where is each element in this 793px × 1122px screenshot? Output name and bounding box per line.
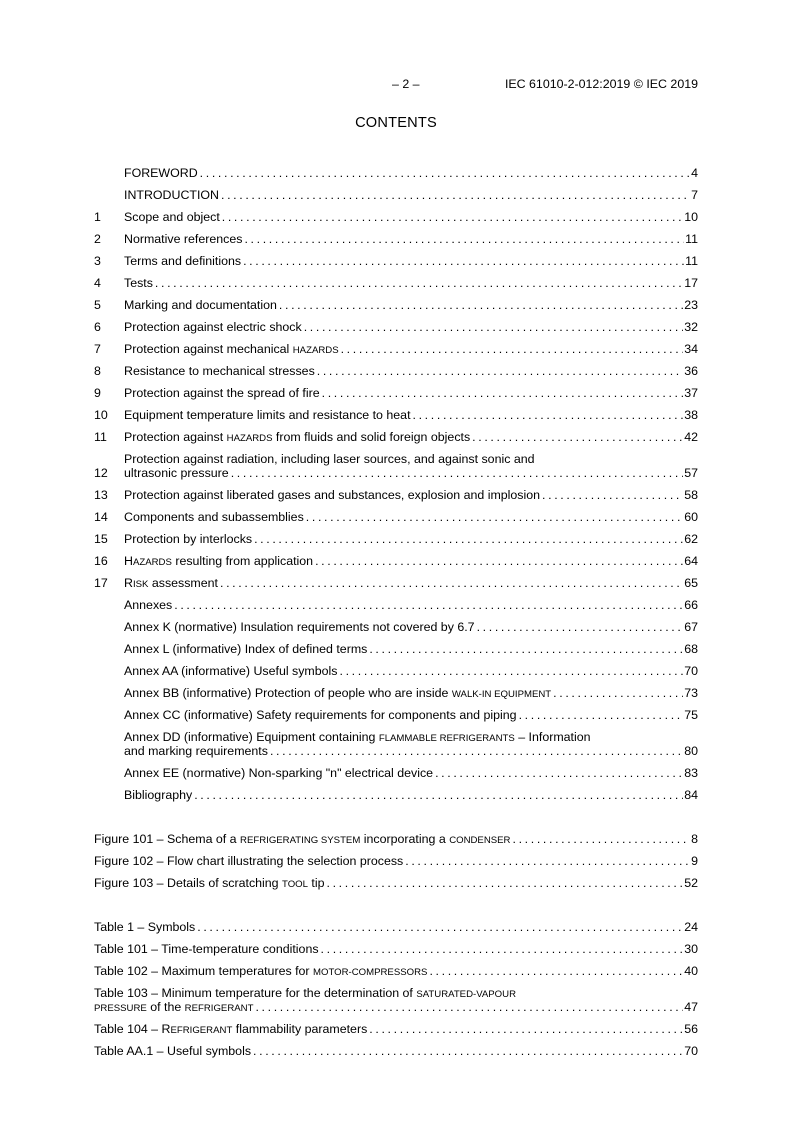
entry-page-number: 83 [684,766,698,780]
leader-dots [339,664,683,678]
toc-entry[interactable] [94,400,698,422]
entry-page-number: 40 [684,964,698,978]
leader-dots [405,854,690,868]
leader-dots [435,766,683,780]
entry-title [124,642,684,656]
toc-entry[interactable] [94,780,698,802]
entry-page-number: 66 [684,598,698,612]
page-number: – 2 – [392,77,420,91]
toc-entry[interactable] [94,334,698,356]
entry-title [124,788,684,802]
entry-text: assessment [148,576,218,590]
entry-title-line: Table 103 – Minimum temperature for the determination of SATURATED-VAPOUR [94,986,517,1000]
toc-entry[interactable] [94,722,698,758]
entry-text: Components and subassemblies [124,510,304,524]
entry-text: Figure 102 – Flow chart illustrating the selection process [94,854,404,868]
toc-entry[interactable] [94,180,698,202]
leader-dots [321,942,684,956]
entry-text: Protection against electric shock [124,320,302,334]
leader-dots [322,386,684,400]
entry-page-number: 4 [691,166,698,180]
leader-dots [194,788,683,802]
leader-dots [174,598,683,612]
entry-text: Annexes [124,598,173,612]
entry-title [124,342,684,356]
leader-dots [244,232,684,246]
leader-dots [315,554,683,568]
table-list-entry[interactable] [94,978,698,1014]
toc-entry[interactable] [94,202,698,224]
entry-page-number: 8 [691,832,698,846]
entry-text: CONDENSER [449,835,511,846]
standard-reference: IEC 61010-2-012:2019 © IEC 2019 [504,77,698,91]
entry-text: Protection against the spread of fire [124,386,320,400]
entry-number: 8 [94,364,101,378]
entry-number: 16 [94,554,108,568]
entry-text: Table 104 – R [94,1022,171,1036]
entry-text: Figure 103 – Details of scratching [94,876,283,890]
entry-page-number: 9 [691,854,698,868]
entry-page-number: 30 [684,942,698,956]
toc-entry[interactable] [94,524,698,546]
toc-figures-list [94,824,698,890]
entry-page-number: 60 [684,510,698,524]
entry-number: 17 [94,576,108,590]
toc-entry[interactable] [94,312,698,334]
entry-title [124,210,684,224]
toc-entry[interactable] [94,480,698,502]
entry-title [94,942,684,956]
entry-number: 14 [94,510,108,524]
entry-text: Tests [124,276,153,290]
entry-title [124,598,684,612]
figure-list-entry[interactable] [94,868,698,890]
leader-dots [472,430,683,444]
entry-title [124,276,684,290]
leader-dots [553,686,683,700]
entry-number: 3 [94,254,101,268]
entry-number: 7 [94,342,101,356]
entry-number: 10 [94,408,108,422]
entry-text: WALK-IN EQUIPMENT [451,689,552,700]
entry-text: Protection by interlocks [124,532,253,546]
entry-page-number: 57 [684,466,698,480]
entry-number: 2 [94,232,101,246]
entry-title [94,964,684,978]
entry-page-number: 73 [684,686,698,700]
toc-entry[interactable] [94,268,698,290]
leader-dots [279,298,683,312]
entry-text: Scope and object [124,210,220,224]
leader-dots [197,920,683,934]
entry-title [124,766,684,780]
leader-dots [200,166,690,180]
table-list-entry[interactable] [94,934,698,956]
toc-entry[interactable] [94,758,698,780]
table-list-entry[interactable] [94,1014,698,1036]
entry-title [124,408,684,422]
toc-entry[interactable] [94,158,698,180]
entry-page-number: 58 [684,488,698,502]
leader-dots [270,744,683,758]
entry-text: Bibliography [124,788,193,802]
entry-text: ISK [132,579,149,590]
page-header [94,77,698,93]
entry-text: Table 102 – Maximum temperatures for [94,964,313,978]
entry-page-number: 68 [684,642,698,656]
toc-tables-list [94,912,698,1058]
entry-text: MOTOR-COMPRESSORS [313,967,428,978]
leader-dots [413,408,684,422]
entry-title [124,452,684,480]
entry-page-number: 24 [684,920,698,934]
entry-text: Table AA.1 – Useful symbols [94,1044,252,1058]
leader-dots [254,532,683,546]
entry-title [124,576,684,590]
toc-entry[interactable] [94,590,698,612]
entry-text: incorporating a [360,832,450,846]
entry-text: tip [307,876,325,890]
entry-text: PRESSURE [94,1003,147,1014]
toc-entry[interactable] [94,246,698,268]
entry-text: Protection against [124,430,227,444]
entry-page-number: 11 [685,232,698,246]
entry-title [124,708,684,722]
entry-page-number: 11 [685,254,698,268]
entry-page-number: 36 [684,364,698,378]
entry-text: Annex BB (informative) Protection of people who are inside [124,686,452,700]
leader-dots [327,876,684,890]
entry-page-number: 34 [684,342,698,356]
toc-entry[interactable] [94,568,698,590]
leader-dots [255,1000,683,1014]
entry-title-line: Annex DD (informative) Equipment containing FLAMMABLE REFRIGERANTS – Information [124,730,591,744]
leader-dots [304,320,684,334]
entry-text: flammability parameters [232,1022,368,1036]
toc-entry[interactable] [94,224,698,246]
entry-title [94,986,684,1014]
toc-entry[interactable] [94,356,698,378]
entry-number: 5 [94,298,101,312]
entry-page-number: 80 [684,744,698,758]
leader-dots [429,964,683,978]
entry-text: Equipment temperature limits and resistance to heat [124,408,411,422]
leader-dots [243,254,684,268]
entry-number: 12 [94,466,108,480]
entry-title [94,1022,684,1036]
entry-text: EFRIGERANT [170,1025,233,1036]
figure-list-entry[interactable] [94,824,698,846]
entry-text: REFRIGERANT [184,1003,254,1014]
table-of-contents [94,158,698,1058]
entry-text: FOREWORD [124,166,198,180]
leader-dots [253,1044,683,1058]
entry-text: Marking and documentation [124,298,277,312]
entry-text: Annex L (informative) Index of defined terms [124,642,368,656]
entry-text: HAZARDS [226,433,273,444]
entry-page-number: 70 [684,1044,698,1058]
entry-title [124,532,684,546]
leader-dots [220,576,683,590]
entry-title-line: Protection against radiation, including laser sources, and against sonic and [124,452,535,466]
entry-text: Annex K (normative) Insulation requirements not covered by 6.7 [124,620,475,634]
leader-dots [519,708,684,722]
leader-dots [369,1022,683,1036]
entry-text: resulting from application [171,554,314,568]
toc-entry[interactable] [94,444,698,480]
entry-title [94,1044,684,1058]
entry-title [124,232,685,246]
leader-dots [317,364,683,378]
toc-entry[interactable] [94,502,698,524]
entry-number: 15 [94,532,108,546]
toc-entry[interactable] [94,678,698,700]
entry-number: 1 [94,210,101,224]
entry-page-number: 47 [684,1000,698,1014]
entry-text: Annex EE (normative) Non-sparking "n" electrical device [124,766,434,780]
entry-page-number: 37 [684,386,698,400]
entry-text: Terms and definitions [124,254,242,268]
entry-title [124,620,684,634]
entry-title [124,730,684,758]
entry-page-number: 17 [684,276,698,290]
leader-dots [341,342,684,356]
entry-text: Normative references [124,232,243,246]
entry-text: from fluids and solid foreign objects [272,430,471,444]
entry-title [124,430,684,444]
table-list-entry[interactable] [94,1036,698,1058]
toc-entry[interactable] [94,290,698,312]
leader-dots [513,832,691,846]
entry-page-number: 62 [684,532,698,546]
entry-text: AZARDS [132,557,172,568]
entry-text: Table 1 – Symbols [94,920,196,934]
entry-page-number: 10 [684,210,698,224]
leader-dots [221,188,690,202]
toc-entry[interactable] [94,700,698,722]
entry-text: R [124,576,133,590]
entry-page-number: 67 [684,620,698,634]
entry-title [94,920,684,934]
entry-page-number: 56 [684,1022,698,1036]
entry-title [124,320,684,334]
entry-title [124,364,684,378]
entry-text: and marking requirements [124,744,268,758]
entry-title [124,188,691,202]
entry-page-number: 23 [684,298,698,312]
entry-title [94,832,691,846]
toc-entry[interactable] [94,656,698,678]
entry-title [124,510,684,524]
toc-entry[interactable] [94,546,698,568]
leader-dots [155,276,683,290]
entry-text: REFRIGERATING SYSTEM [240,835,361,846]
entry-number: 4 [94,276,101,290]
entry-page-number: 42 [684,430,698,444]
entry-text: INTRODUCTION [124,188,219,202]
entry-page-number: 75 [684,708,698,722]
entry-number: 6 [94,320,101,334]
entry-page-number: 38 [684,408,698,422]
entry-title [124,298,684,312]
entry-text: Annex CC (informative) Safety requirements for components and piping [124,708,517,722]
entry-text: Figure 101 – Schema of a [94,832,241,846]
contents-title: CONTENTS [355,115,437,131]
leader-dots [231,466,684,480]
entry-text: HAZARDS [292,345,339,356]
entry-text: Protection against mechanical [124,342,293,356]
entry-title [124,488,684,502]
entry-page-number: 70 [684,664,698,678]
entry-number: 9 [94,386,101,400]
entry-title [124,686,684,700]
leader-dots [369,642,683,656]
toc-main-list [94,158,698,802]
entry-page-number: 84 [684,788,698,802]
entry-page-number: 32 [684,320,698,334]
entry-number: 13 [94,488,108,502]
entry-text: Protection against liberated gases and substances, explosion and implosion [124,488,541,502]
leader-dots [306,510,683,524]
leader-dots [542,488,683,502]
entry-title [94,876,684,890]
entry-text: Resistance to mechanical stresses [124,364,315,378]
toc-entry[interactable] [94,422,698,444]
entry-page-number: 7 [691,188,698,202]
entry-page-number: 65 [684,576,698,590]
entry-text: Table 101 – Time-temperature conditions [94,942,319,956]
leader-dots [477,620,684,634]
entry-text: Annex AA (informative) Useful symbols [124,664,338,678]
entry-text: ultrasonic pressure [124,466,229,480]
entry-text: H [124,554,133,568]
entry-title [124,554,684,568]
figure-list-entry[interactable] [94,846,698,868]
entry-text: TOOL [282,879,308,890]
entry-title [124,386,684,400]
entry-title [124,254,685,268]
entry-title [124,166,691,180]
entry-title [94,854,691,868]
toc-entry[interactable] [94,612,698,634]
toc-entry[interactable] [94,378,698,400]
table-list-entry[interactable] [94,912,698,934]
entry-page-number: 52 [684,876,698,890]
entry-text: of the [146,1000,185,1014]
entry-page-number: 64 [684,554,698,568]
toc-entry[interactable] [94,634,698,656]
entry-title [124,664,684,678]
entry-number: 11 [94,430,107,444]
leader-dots [222,210,683,224]
table-list-entry[interactable] [94,956,698,978]
